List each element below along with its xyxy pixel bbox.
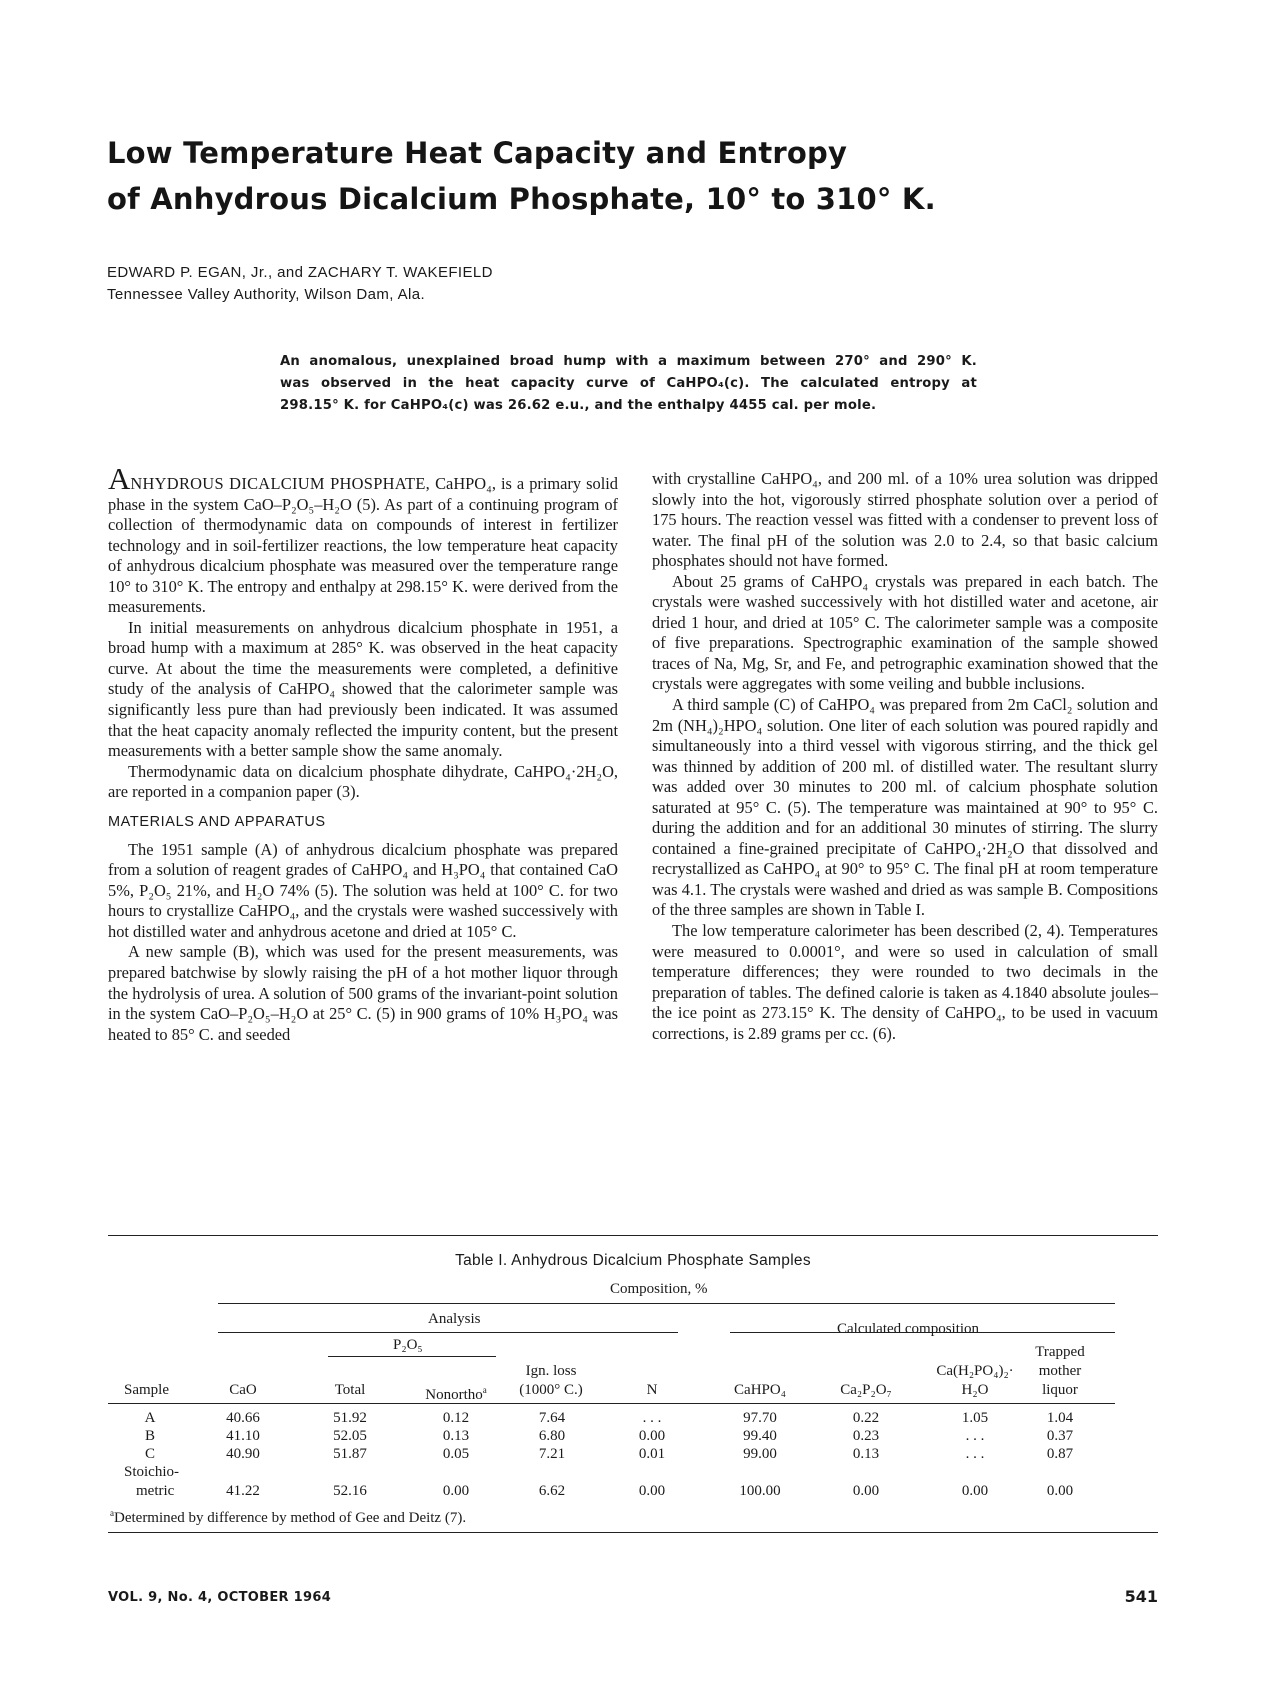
cell-nonortho: 0.05: [442, 1446, 470, 1462]
table-footnote: [110, 1508, 466, 1527]
cell-n: 0.00: [638, 1428, 666, 1444]
cell-ign-loss: 7.64: [538, 1410, 566, 1426]
cell-cao: 41.10: [226, 1428, 260, 1444]
cell-cahpo4: 99.00: [743, 1446, 777, 1462]
header-cahpo4: CaHPO₄: [734, 1382, 786, 1398]
header-monocalcium-1: Ca(H₂PO₄)₂·: [936, 1363, 1014, 1379]
cell-cahpo4: 97.70: [743, 1410, 777, 1426]
table-caption: Table I. Anhydrous Dicalcium Phosphate Samples: [455, 1252, 811, 1269]
table-rule: [328, 1356, 496, 1357]
cell-trapped: 0.87: [1046, 1446, 1074, 1462]
cell-monocalcium: . . .: [965, 1446, 985, 1462]
header-nonortho: [425, 1381, 487, 1404]
intro-caps: NHYDROUS DICALCIUM PHOSPHATE,: [130, 474, 431, 493]
header-n: N: [646, 1382, 658, 1398]
cell-n: 0.01: [638, 1446, 666, 1462]
cell-cahpo4: 100.00: [739, 1483, 781, 1499]
body-paragraph: A new sample (B), which was used for the present measurements, was prepared batchwise by slowly raising the pH of a hot mother liquor through the hydrolysis of urea. A solution of 500 grams of the invariant-point solution in the system CaO–P₂O₅–H₂O at 25° C. (5) in 900 grams of 10% H₃PO₄ was heated to 85° C. and seeded: [108, 942, 618, 1044]
cell-total: 51.87: [333, 1446, 367, 1462]
body-column-left: [108, 461, 618, 1045]
header-composition: Composition, %: [610, 1281, 708, 1297]
cell-sample: metric: [136, 1483, 175, 1499]
journal-reference: VOL. 9, No. 4, OCTOBER 1964: [108, 1590, 332, 1605]
cell-ign-loss: 7.21: [538, 1446, 566, 1462]
title-line-2: of Anhydrous Dicalcium Phosphate, 10° to 310° K.: [107, 182, 936, 216]
header-ca2p2o7: Ca₂P₂O₇: [840, 1382, 892, 1398]
cell-cao: 40.90: [226, 1446, 260, 1462]
header-trapped-3: liquor: [1042, 1382, 1078, 1398]
cell-sample: B: [144, 1428, 156, 1444]
cell-monocalcium: . . .: [965, 1428, 985, 1444]
abstract: [280, 351, 977, 417]
cell-ca2p2o7: 0.00: [852, 1483, 880, 1499]
abstract-line: was observed in the heat capacity curve of CaHPO₄(c). The calculated entropy at: [280, 376, 977, 391]
cell-cao: 41.22: [226, 1483, 260, 1499]
table-rule: [108, 1403, 1115, 1404]
cell-trapped: 0.00: [1046, 1483, 1074, 1499]
header-ign-loss-2: (1000° C.): [519, 1382, 583, 1398]
header-calculated: Calculated composition: [837, 1321, 980, 1337]
body-column-right: [652, 469, 1158, 1044]
cell-ca2p2o7: 0.23: [852, 1428, 880, 1444]
abstract-line: An anomalous, unexplained broad hump with a maximum between 270° and 290° K.: [280, 354, 977, 369]
body-paragraph: About 25 grams of CaHPO₄ crystals was prepared in each batch. The crystals were washed successively with hot distilled water and acetone, air dried 1 hour, and dried at 105° C. The calorimeter sample was a composite of five preparations. Spectrographic examination of the sample showed traces of Na, Mg, Sr, and Fe, and petrographic examination showed that the crystals were aggregates with some veiling and bubble inclusions.: [652, 571, 1158, 694]
drop-cap: A: [108, 461, 131, 496]
cell-ca2p2o7: 0.13: [852, 1446, 880, 1462]
cell-nonortho: 0.12: [442, 1410, 470, 1426]
cell-ca2p2o7: 0.22: [852, 1410, 880, 1426]
header-sample: Sample: [124, 1382, 169, 1398]
author-affiliation: Tennessee Valley Authority, Wilson Dam, Ala.: [107, 286, 426, 303]
page-number: 541: [1124, 1587, 1158, 1606]
footnote-mark: a: [482, 1385, 487, 1395]
cell-ign-loss: 6.62: [538, 1483, 566, 1499]
header-p2o5: P₂O₅: [393, 1337, 423, 1353]
header-ign-loss-1: Ign. loss: [525, 1363, 577, 1379]
body-paragraph: In initial measurements on anhydrous dicalcium phosphate in 1951, a broad hump with a maximum at 285° K. was observed in the heat capacity curve. At about the time the measurements were completed, a definitive study of the analysis of CaHPO₄ showed that the calorimeter sample was significantly less pure than had previously been indicated. It was assumed that the heat capacity anomaly reflected the impurity content, but the present measurements with a better sample show the same anomaly.: [108, 617, 618, 761]
table-bottom-rule: [108, 1532, 1158, 1533]
header-trapped-1: Trapped: [1035, 1344, 1085, 1360]
header-cao: CaO: [229, 1382, 257, 1398]
cell-sample: C: [144, 1446, 156, 1462]
header-total: Total: [334, 1382, 366, 1398]
author-names: EDWARD P. EGAN, Jr., and ZACHARY T. WAKEFIELD: [107, 264, 493, 281]
footnote-mark: a: [110, 1508, 114, 1518]
article-title: [107, 130, 1107, 222]
body-paragraph: with crystalline CaHPO₄, and 200 ml. of a 10% urea solution was dripped slowly into the hot, vigorously stirred phosphate solution over a period of 175 hours. The reaction vessel was fitted with a condenser to prevent loss of water. The final pH of the solution was 2.0 to 2.4, so that basic calcium phosphates should not have formed.: [652, 469, 1158, 571]
cell-sample: A: [144, 1410, 156, 1426]
nonortho-label: Nonortho: [425, 1387, 483, 1403]
cell-total: 52.16: [333, 1483, 367, 1499]
title-line-1: Low Temperature Heat Capacity and Entropy: [107, 136, 848, 170]
intro-text: CaHPO₄, is a primary solid phase in the system CaO–P₂O₅–H₂O (5). As part of a continuing program of collection of thermodynamic data on compounds of interest in fertilizer technology and in soil-fertilizer reactions, the low temperature heat capacity of anhydrous dicalcium phosphate was measured over the temperature range 10° to 310° K. The entropy and enthalpy at 298.15° K. were derived from the measurements.: [108, 474, 618, 617]
table-rule: [218, 1332, 678, 1333]
cell-n: 0.00: [638, 1483, 666, 1499]
cell-total: 51.92: [333, 1410, 367, 1426]
cell-sample-stoichio: Stoichio-: [124, 1464, 179, 1480]
header-trapped-2: mother: [1038, 1363, 1082, 1379]
header-analysis: Analysis: [428, 1311, 481, 1327]
cell-cao: 40.66: [226, 1410, 260, 1426]
cell-total: 52.05: [333, 1428, 367, 1444]
cell-trapped: 1.04: [1046, 1410, 1074, 1426]
cell-trapped: 0.37: [1046, 1428, 1074, 1444]
cell-monocalcium: 1.05: [961, 1410, 989, 1426]
footnote-text: Determined by difference by method of Gee and Deitz (7).: [114, 1510, 467, 1526]
body-paragraph: The 1951 sample (A) of anhydrous dicalcium phosphate was prepared from a solution of reagent grades of CaHPO₄ and H₃PO₄ that contained CaO 5%, P₂O₅ 21%, and H₂O 74% (5). The solution was held at 100° C. for two hours to crystallize CaHPO₄, and the crystals were washed successively with hot distilled water and anhydrous acetone and dried at 105° C.: [108, 839, 618, 941]
cell-cahpo4: 99.40: [743, 1428, 777, 1444]
body-paragraph: Thermodynamic data on dicalcium phosphate dihydrate, CaHPO₄·2H₂O, are reported in a companion paper (3).: [108, 761, 618, 802]
table-rule: [730, 1332, 1115, 1333]
cell-nonortho: 0.13: [442, 1428, 470, 1444]
cell-ign-loss: 6.80: [538, 1428, 566, 1444]
table-top-rule: [108, 1235, 1158, 1236]
table-rule: [218, 1303, 1115, 1304]
cell-monocalcium: 0.00: [961, 1483, 989, 1499]
author-block: [107, 262, 493, 306]
cell-n: . . .: [642, 1410, 662, 1426]
cell-nonortho: 0.00: [442, 1483, 470, 1499]
body-paragraph: A third sample (C) of CaHPO₄ was prepared from 2m CaCl₂ solution and 2m (NH₄)₂HPO₄ solution. One liter of each solution was poured rapidly and simultaneously into a third vessel with vigorous stirring, and the thick gel was thinned by addition of 200 ml. of distilled water. The resultant slurry was added over 30 minutes to 200 ml. of calcium phosphate solution saturated at 95° C. (5). The temperature was maintained at 90° to 95° C. during the addition and for an additional 30 minutes of stirring. The slurry contained a fine-grained precipitate of CaHPO₄·2H₂O that dissolved and recrystallized as CaHPO₄ at 90° to 95° C. The final pH at room temperature was 4.1. The crystals were washed and dried as was sample B. Compositions of the three samples are shown in Table I.: [652, 695, 1158, 920]
intro-paragraph: [108, 461, 618, 618]
body-paragraph: The low temperature calorimeter has been described (2, 4). Temperatures were measured to 0.0001°, and were so used in calculation of small temperature differences; they were rounded to two decimals in the preparation of tables. The defined calorie is taken as 4.1840 absolute joules–the ice point as 273.15° K. The density of CaHPO₄, to be used in vacuum corrections, is 2.89 grams per cc. (6).: [652, 921, 1158, 1043]
abstract-line: 298.15° K. for CaHPO₄(c) was 26.62 e.u., and the enthalpy 4455 cal. per mole.: [280, 398, 877, 413]
header-monocalcium-2: H₂O: [961, 1382, 989, 1398]
section-heading: MATERIALS AND APPARATUS: [108, 813, 326, 830]
